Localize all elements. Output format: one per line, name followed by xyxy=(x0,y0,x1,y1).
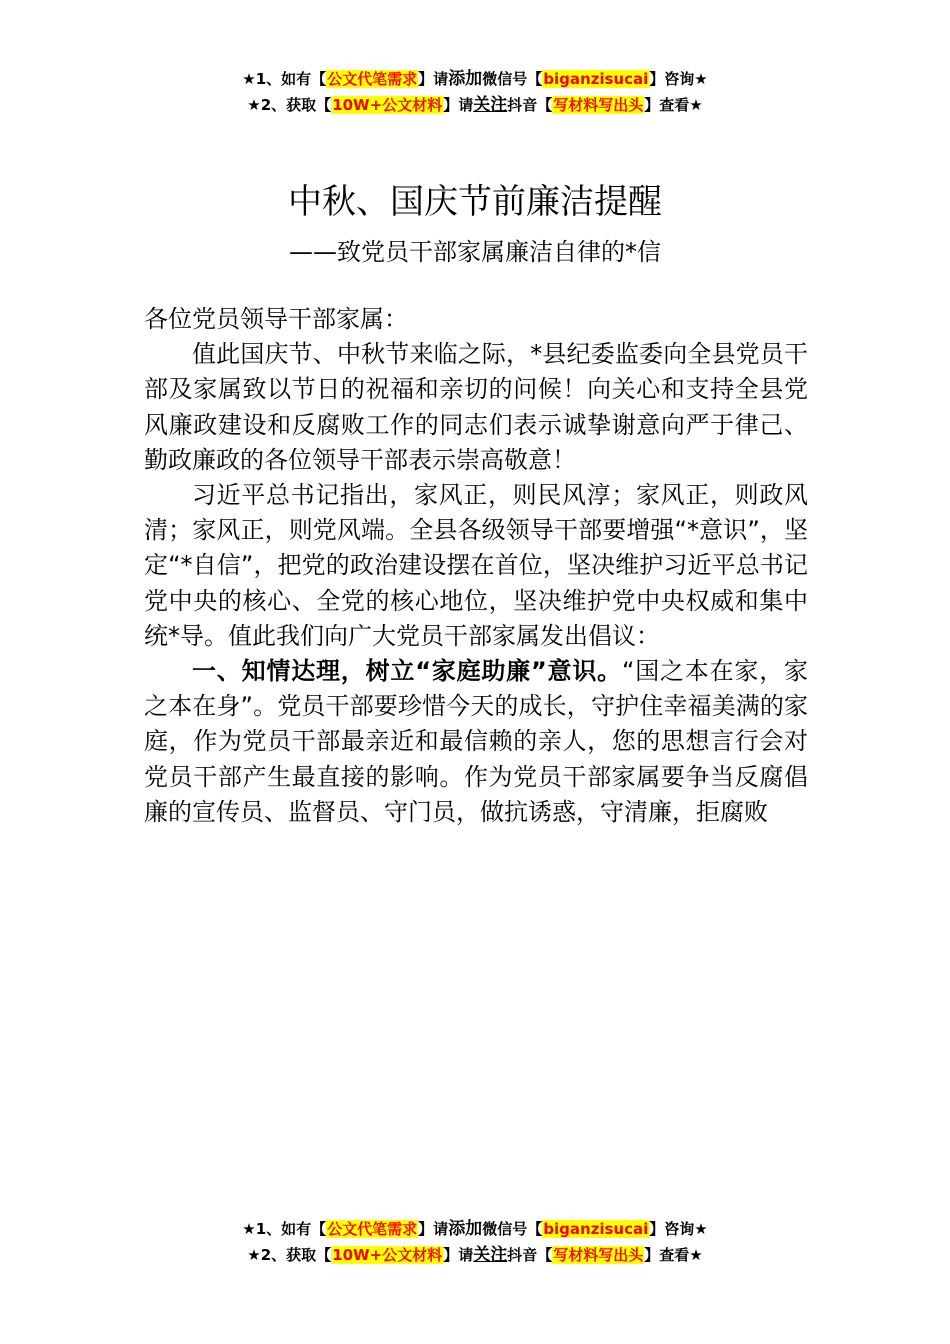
document-body xyxy=(144,302,808,830)
paragraph-1: 值此国庆节、中秋节来临之际，*县纪委监委向全县党员干部及家属致以节日的祝福和亲切的问候！向关心和支持全县党风廉政建设和反腐败工作的同志们表示诚挚谢意向严于律己、勤政廉政的各位领导干部表示崇高敬意！ xyxy=(144,340,808,474)
footer-highlight-service: 公文代笔需求 xyxy=(327,1220,418,1238)
footer-banner-line-2: ★2、获取【10W+公文材料】请关注抖音【写材料写出头】查看★ xyxy=(247,1245,703,1265)
salutation: 各位党员领导干部家属： xyxy=(144,305,408,333)
footer-banner-line-1: ★1、如有【公文代笔需求】请添加微信号【biganzisucai】咨询★ xyxy=(242,1219,708,1239)
banner-line-1: ★1、如有【公文代笔需求】请添加微信号【biganzisucai】咨询★ xyxy=(242,69,708,89)
paragraph-3-heading: 一、知情达理，树立“家庭助廉”意识。 xyxy=(192,657,622,686)
document-title: 中秋、国庆节前廉洁提醒 xyxy=(288,182,662,222)
banner-highlight-douyin: 写材料写出头 xyxy=(553,96,644,114)
paragraph-3 xyxy=(144,654,808,830)
header-banner xyxy=(0,66,950,118)
banner-highlight-service: 公文代笔需求 xyxy=(327,70,418,88)
paragraph-3-body: “国之本在家，家之本在身”。党员干部要珍惜今天的成长，守护住幸福美满的家庭，作为党员干部最亲近和最信赖的亲人，您的思想言行会对党员干部产生最直接的影响。作为党员干部家属要争当反腐倡廉的宣传员、监督员、守门员，做抗诱惑，守清廉，拒腐败 xyxy=(144,657,809,826)
banner-highlight-wechat: biganzisucai xyxy=(543,70,649,88)
document-subtitle: ——致党员干部家属廉洁自律的*信 xyxy=(289,238,661,266)
banner-line-2: ★2、获取【10W+公文材料】请关注抖音【写材料写出头】查看★ xyxy=(247,95,703,115)
footer-highlight-wechat: biganzisucai xyxy=(543,1220,649,1238)
footer-highlight-materials: 10W+公文材料 xyxy=(332,1246,443,1264)
footer-banner xyxy=(0,1216,950,1268)
paragraph-2: 习近平总书记指出，家风正，则民风淳；家风正，则政风清；家风正，则党风端。全县各级领导干部要增强“*意识”，坚定“*自信”，把党的政治建设摆在首位，坚决维护习近平总书记党中央的核心、全党的核心地位，坚决维护党中央权威和集中统*导。值此我们向广大党员干部家属发出倡议： xyxy=(144,481,808,650)
footer-highlight-douyin: 写材料写出头 xyxy=(553,1246,644,1264)
banner-highlight-materials: 10W+公文材料 xyxy=(332,96,443,114)
